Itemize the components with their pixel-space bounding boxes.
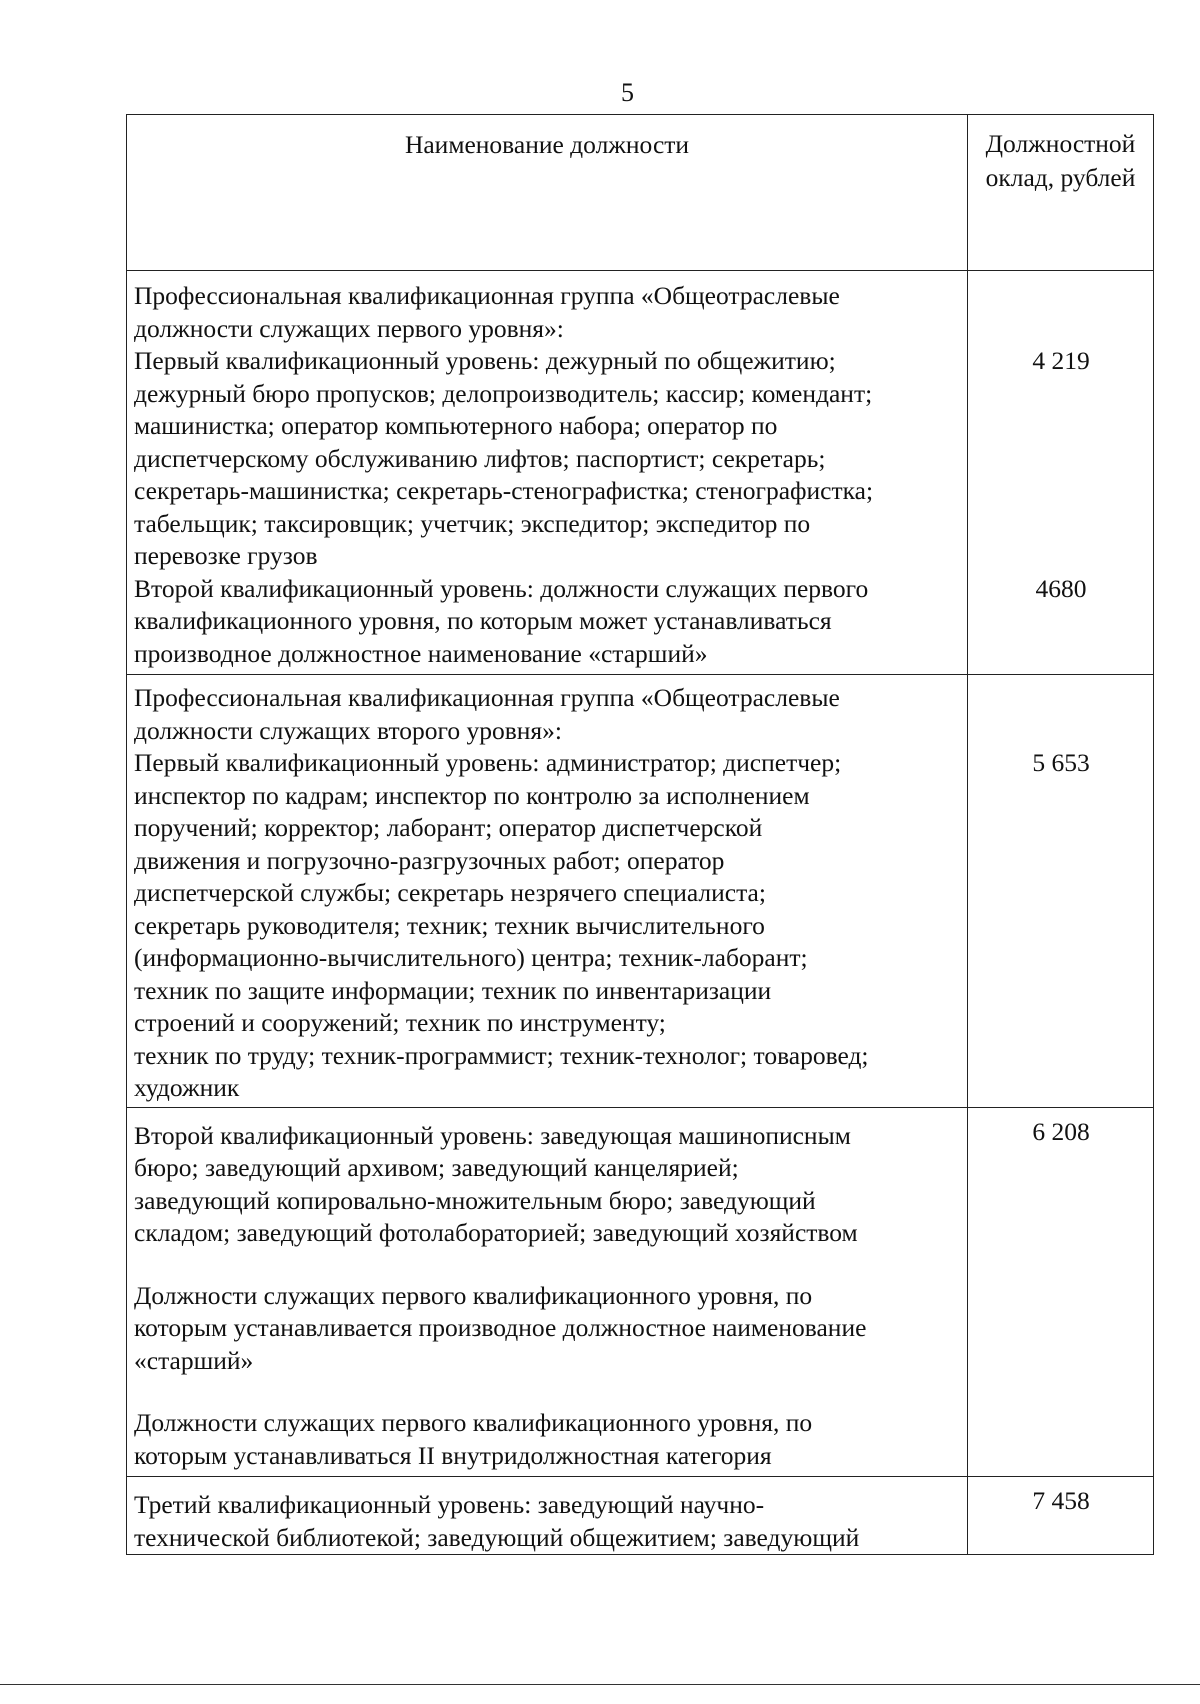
table-row bbox=[127, 271, 1154, 675]
position-line: диспетчерскому обслуживанию лифтов; паспортист; секретарь; bbox=[134, 443, 826, 473]
salary-value bbox=[970, 378, 1152, 411]
position-line: техник по труду; техник-программист; техник-технолог; товаровед; bbox=[134, 1040, 869, 1070]
position-line: поручений; корректор; лаборант; оператор диспетчерской bbox=[134, 813, 763, 842]
position-line: Профессиональная квалификационная группа «Общеотраслевые bbox=[134, 683, 840, 712]
header-position-name: Наименование должности bbox=[127, 115, 968, 271]
position-line: должности служащих второго уровня»: bbox=[134, 715, 562, 745]
position-line: перевозке грузов bbox=[134, 541, 318, 570]
position-line: Должности служащих первого квалификационного уровня, по bbox=[134, 1280, 813, 1310]
position-line: Первый квалификационный уровень: дежурный по общежитию; bbox=[134, 346, 836, 375]
salary-value bbox=[970, 410, 1152, 443]
salary-value: 6 208 bbox=[1032, 1116, 1090, 1146]
position-line: заведующий копировально-множительным бюро; заведующий bbox=[134, 1185, 816, 1215]
salary-cell bbox=[968, 271, 1154, 675]
salary-cell bbox=[968, 675, 1154, 1108]
page-bottom-rule bbox=[0, 1684, 1200, 1685]
position-line: технической библиотекой; заведующий общежитием; заведующий bbox=[134, 1522, 860, 1552]
position-line: диспетчерской службы; секретарь незрячего специалиста; bbox=[134, 878, 766, 907]
page-number: 5 bbox=[621, 78, 634, 107]
table-row bbox=[127, 675, 1154, 1108]
position-line: секретарь руководителя; техник; техник вычислительного bbox=[134, 910, 765, 940]
position-line: секретарь-машинистка; секретарь-стенографистка; стенографистка; bbox=[134, 476, 874, 505]
position-line: инспектор по кадрам; инспектор по контролю за исполнением bbox=[134, 780, 810, 810]
salary-table bbox=[126, 114, 1154, 1555]
position-line: техник по защите информации; техник по инвентаризации bbox=[134, 975, 772, 1005]
salary-value bbox=[970, 540, 1152, 573]
position-line: которым устанавливаться II внутридолжностная категория bbox=[134, 1440, 772, 1470]
position-line: Третий квалификационный уровень: заведующий научно- bbox=[134, 1490, 765, 1519]
position-line: табельщик; таксировщик; учетчик; экспедитор; экспедитор по bbox=[134, 508, 811, 538]
position-line: складом; заведующий фотолабораторией; заведующий хозяйством bbox=[134, 1218, 858, 1247]
position-line: производное должностное наименование «старший» bbox=[134, 638, 708, 668]
position-line: Первый квалификационный уровень: администратор; диспетчер; bbox=[134, 748, 842, 777]
table-row bbox=[127, 1477, 1154, 1555]
table-row bbox=[127, 1107, 1154, 1477]
salary-value bbox=[970, 313, 1152, 346]
salary-value: 7 458 bbox=[1032, 1486, 1090, 1515]
salary-value bbox=[970, 638, 1152, 671]
header-salary bbox=[968, 115, 1154, 271]
position-line: дежурный бюро пропусков; делопроизводитель; кассир; комендант; bbox=[134, 378, 873, 408]
position-line: Второй квалификационный уровень: заведующая машинописным bbox=[134, 1120, 851, 1150]
position-line: «старший» bbox=[134, 1345, 254, 1375]
salary-value bbox=[970, 682, 1152, 715]
position-cell bbox=[127, 675, 968, 1108]
header-salary-line2: оклад, рублей bbox=[985, 163, 1136, 192]
position-line: художник bbox=[134, 1073, 240, 1102]
table-header-row bbox=[127, 115, 1154, 271]
salary-value bbox=[970, 475, 1152, 508]
salary-value bbox=[970, 605, 1152, 638]
salary-cell bbox=[968, 1107, 1154, 1477]
position-line: бюро; заведующий архивом; заведующий канцелярией; bbox=[134, 1153, 739, 1182]
salary-cell bbox=[968, 1477, 1154, 1555]
salary-value: 5 653 bbox=[1032, 748, 1090, 777]
position-line: должности служащих первого уровня»: bbox=[134, 313, 564, 343]
position-line: Должности служащих первого квалификационного уровня, по bbox=[134, 1408, 813, 1437]
position-line: движения и погрузочно-разгрузочных работ; оператор bbox=[134, 845, 725, 875]
position-line: Второй квалификационный уровень: должности служащих первого bbox=[134, 573, 869, 603]
position-line: Профессиональная квалификационная группа «Общеотраслевые bbox=[134, 281, 840, 310]
salary-value bbox=[970, 443, 1152, 476]
position-line: которым устанавливается производное должностное наименование bbox=[134, 1313, 867, 1342]
salary-value bbox=[970, 280, 1152, 313]
position-cell bbox=[127, 271, 968, 675]
salary-value: 4680 bbox=[1035, 573, 1087, 603]
position-cell bbox=[127, 1107, 968, 1477]
salary-value bbox=[970, 508, 1152, 541]
position-line: строений и сооружений; техник по инструменту; bbox=[134, 1008, 666, 1037]
salary-value bbox=[970, 715, 1152, 748]
salary-value: 4 219 bbox=[1032, 346, 1090, 375]
position-line: (информационно-вычислительного) центра; техник-лаборант; bbox=[134, 943, 808, 972]
position-line: квалификационного уровня, по которым может устанавливаться bbox=[134, 606, 832, 635]
position-cell bbox=[127, 1477, 968, 1555]
header-salary-line1: Должностной bbox=[985, 129, 1136, 158]
position-line: машинистка; оператор компьютерного набора; оператор по bbox=[134, 411, 778, 440]
